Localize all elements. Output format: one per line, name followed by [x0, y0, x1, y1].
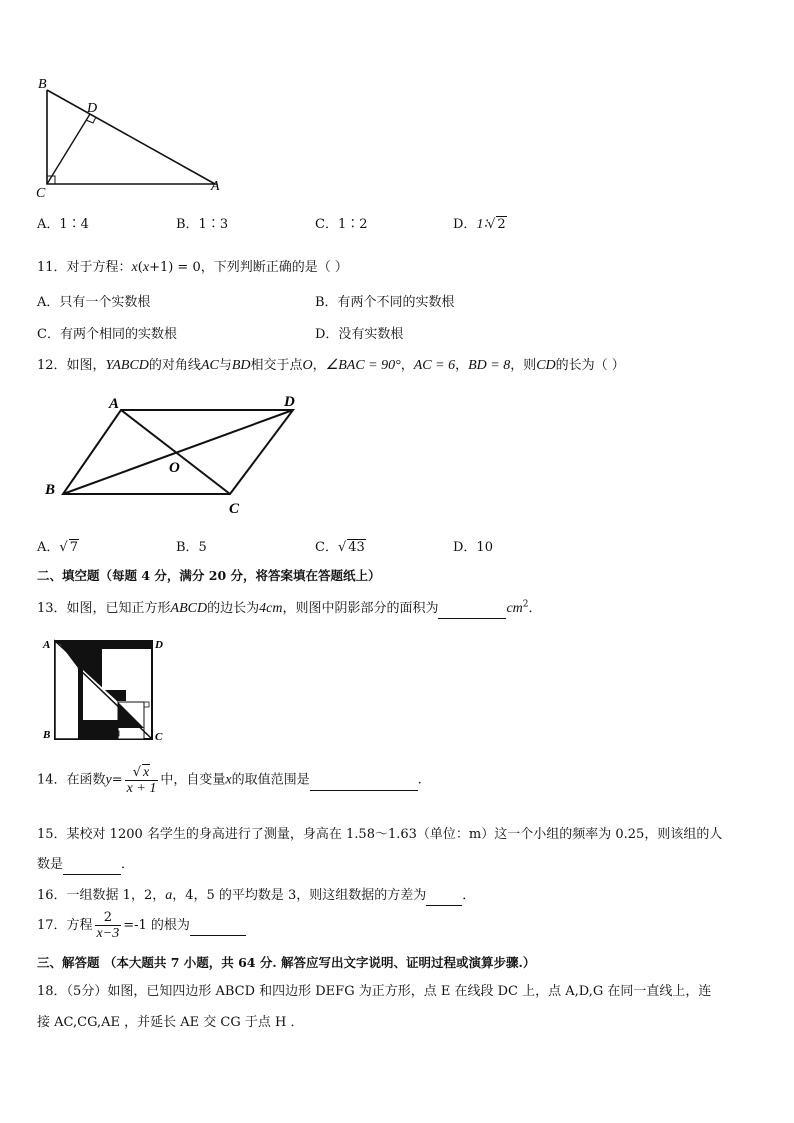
section-3-heading: 三、解答题 （本大题共 7 小题，共 64 分. 解答应写出文字说明、证明过程或演算步骤.）: [37, 955, 536, 970]
label-c: C: [36, 186, 46, 201]
q13-text-1: 13．如图，已知正方形: [37, 601, 171, 616]
white-inner-square: [102, 649, 144, 690]
q12-text-9: 的长为（ ）: [555, 358, 625, 373]
q13-math-2: 4cm: [259, 601, 283, 616]
q10-option-b: B．1∶3: [176, 217, 229, 232]
q12-option-c-root: 43: [348, 540, 365, 555]
section-2-heading: 二、填空题（每题 4 分，满分 20 分，将答案填在答题纸上）: [37, 568, 381, 583]
parallelogram-figure: [35, 388, 315, 520]
q15-text: 数是: [37, 857, 64, 872]
q17-text-1: 17．方程: [37, 918, 93, 933]
q14-numerator: √ x: [125, 764, 159, 781]
q14-text-2: 中，自变量: [160, 772, 226, 788]
q14-math-y: y: [105, 772, 112, 788]
q16-text-2: ，4，5 的平均数是 3，则这组数据的方差为: [172, 888, 427, 903]
label-b: B: [45, 482, 56, 498]
q16-stem: [37, 884, 475, 906]
triangle-figure: [30, 70, 230, 202]
q12-text-7: ，: [455, 358, 469, 373]
q12-math-8: CD: [536, 358, 556, 373]
q12-math-6: AC = 6: [413, 358, 456, 373]
q12-option-c: C．√ 43: [315, 540, 365, 555]
q14-math-x: x: [225, 772, 232, 788]
q14-fraction: [125, 764, 159, 796]
q13-unit: cm: [506, 601, 523, 616]
q13-text-3: ，则图中阴影部分的面积为: [282, 601, 439, 616]
q10-option-c: C．1∶2: [315, 217, 368, 232]
q14-end: .: [417, 772, 422, 788]
q12-text-1: 12．如图，: [37, 358, 106, 373]
q11-option-a: A．只有一个实数根: [37, 295, 151, 310]
label-b: B: [43, 729, 51, 741]
q12-option-a-prefix: A．: [37, 540, 60, 555]
label-c: C: [229, 501, 240, 517]
label-d: D: [87, 101, 98, 116]
q16-text-1: 16．一组数据 1，2，: [37, 888, 166, 903]
q13-unit-sup: 2: [522, 599, 529, 610]
q12-math-3: BD: [231, 358, 251, 373]
q11-suffix: ，下列判断正确的是（ ）: [200, 260, 348, 275]
q14-num-root: x: [143, 765, 150, 780]
q14-eq: =: [111, 772, 123, 788]
q11-eq-rest: +1) = 0: [149, 260, 201, 275]
diagonal-bd: [63, 410, 293, 494]
q13-stem: [37, 597, 542, 619]
q11-option-b: B．有两个不同的实数根: [315, 295, 455, 310]
q10-option-a: A．1∶4: [37, 217, 89, 232]
q12-text-2: 的对角线: [148, 358, 201, 373]
label-a: A: [109, 396, 120, 412]
q12-text-4: 相交于点: [250, 358, 303, 373]
q11-eq-open: (: [137, 260, 143, 275]
q12-text-5: ，: [312, 358, 326, 373]
triangle-outline: [47, 90, 215, 184]
q11-eq-x2: x: [142, 260, 150, 275]
q17-denominator: x−3: [96, 926, 120, 941]
q17-numerator: 2: [95, 910, 122, 926]
q11-stem: [37, 256, 348, 276]
q14-text-3: 的取值范围是: [231, 772, 310, 788]
q16-end: ．: [462, 888, 476, 903]
q17-answer-blank[interactable]: [190, 920, 246, 936]
label-d: D: [284, 394, 295, 410]
q13-end: ．: [528, 601, 542, 616]
q12-text-3: 与: [218, 358, 232, 373]
q13-answer-blank[interactable]: [438, 603, 506, 619]
label-a: A: [43, 639, 51, 651]
q12-option-d: D．10: [453, 540, 493, 555]
label-o: O: [169, 460, 180, 476]
q11-option-d: D．没有实数根: [315, 327, 404, 342]
q12-text-8: ，则: [510, 358, 537, 373]
label-c: C: [155, 731, 163, 743]
q15-end: ．: [121, 857, 135, 872]
q17-stem: [37, 910, 246, 941]
q14-answer-blank[interactable]: [310, 775, 418, 791]
q15-line-2: [37, 853, 134, 875]
q12-option-a: A．√ 7: [37, 540, 78, 555]
q14-stem: [37, 764, 422, 796]
q18-line-2: 接 AC,CG,AE ，并延长 AE 交 CG 于点 H ．: [37, 1015, 304, 1030]
q12-math-1: YABCD: [105, 358, 149, 373]
q12-option-b: B．5: [176, 540, 207, 555]
label-a: A: [211, 179, 220, 194]
q12-math-2: AC: [200, 358, 219, 373]
q12-stem: [37, 354, 625, 374]
q13-text-2: 的边长为: [207, 601, 260, 616]
q13-math-1: ABCD: [170, 601, 208, 616]
q10-option-d-prefix: D．: [453, 217, 477, 232]
q12-option-a-root: 7: [69, 540, 78, 555]
label-d: D: [155, 639, 163, 651]
q10-option-d-math: 1∶: [476, 217, 488, 232]
altitude-cd: [47, 114, 90, 184]
q16-math-a: a: [165, 888, 173, 903]
q14-denominator: x + 1: [126, 781, 157, 796]
q11-option-c: C．有两个相同的实数根: [37, 327, 177, 342]
q15-line-1: 15．某校对 1200 名学生的身高进行了测量，身高在 1.58～1.63（单位：m）这一个小组的频率为 0.25，则该组的人: [37, 827, 723, 842]
q14-text-1: 14．在函数: [37, 772, 106, 788]
q12-option-c-prefix: C．: [315, 540, 338, 555]
q12-math-7: BD = 8: [468, 358, 511, 373]
q18-line-1: 18．（5分）如图，已知四边形 ABCD 和四边形 DEFG 为正方形，点 E 在线段 DC 上，点 A,D,G 在同一直线上，连: [37, 984, 712, 999]
q10-option-d: D．1∶√ 2: [453, 217, 506, 232]
label-b: B: [38, 77, 47, 92]
q17-text-2: =-1 的根为: [123, 918, 190, 933]
right-angle-mark-1: [144, 702, 149, 707]
q12-math-5: ∠BAC = 90°: [325, 358, 401, 373]
q11-prefix: 11．对于方程：: [37, 260, 132, 275]
q12-math-4: O: [302, 358, 313, 373]
q16-answer-blank[interactable]: [426, 890, 462, 906]
q17-fraction: [95, 910, 122, 941]
q15-answer-blank[interactable]: [63, 859, 121, 875]
q10-option-d-root: 2: [497, 217, 506, 232]
q11-eq-x: x: [131, 260, 138, 275]
q12-text-6: ，: [400, 358, 414, 373]
square-figure: [38, 636, 168, 746]
